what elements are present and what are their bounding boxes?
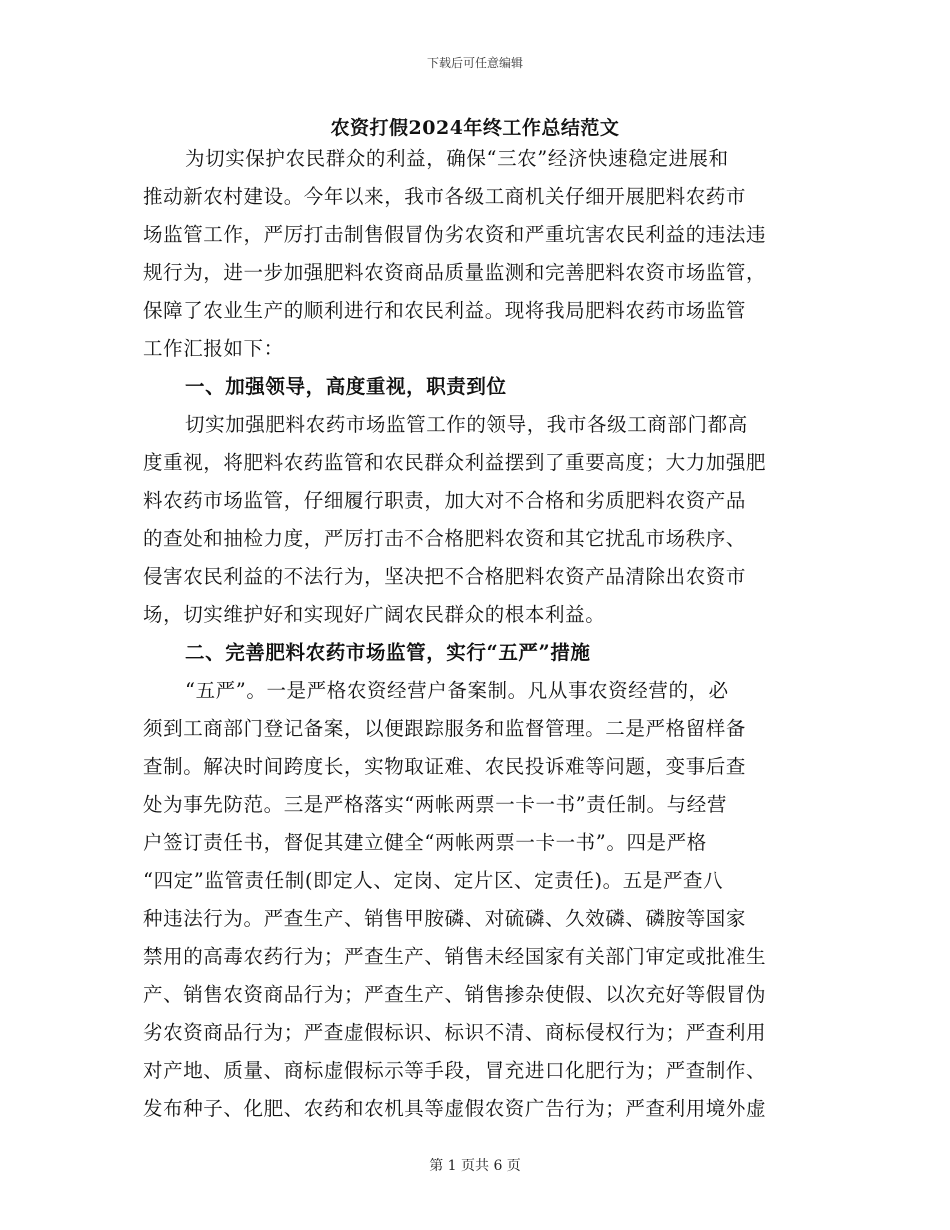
paragraph-line: 为切实保护农民群众的利益，确保“三农”经济快速稳定进展和 bbox=[185, 147, 729, 170]
paragraph-line: 保障了农业生产的顺利进行和农民利益。现将我局肥料农药市场监管 bbox=[143, 299, 747, 322]
paragraph-line: 的查处和抽检力度，严厉打击不合格肥料农资和其它扰乱市场秩序、 bbox=[143, 527, 747, 550]
section-heading: 一、加强领导，高度重视，职责到位 bbox=[185, 375, 507, 398]
paragraph-line: 处为事先防范。三是严格落实“两帐两票一卡一书”责任制。与经营 bbox=[143, 793, 727, 816]
paragraph-line: 工作汇报如下： bbox=[143, 337, 284, 360]
paragraph-line: 场，切实维护好和实现好广阔农民群众的根本利益。 bbox=[143, 603, 606, 626]
paragraph-line: 度重视，将肥料农药监管和农民群众利益摆到了重要高度；大力加强肥 bbox=[143, 451, 767, 474]
paragraph-line: 种违法行为。严查生产、销售甲胺磷、对硫磷、久效磷、磷胺等国家 bbox=[143, 907, 747, 930]
section-heading: 二、完善肥料农药市场监管，实行“五严”措施 bbox=[185, 641, 591, 664]
paragraph-line: 推动新农村建设。今年以来，我市各级工商机关仔细开展肥料农药市 bbox=[143, 185, 747, 208]
paragraph-line: 户签订责任书，督促其建立健全“两帐两票一卡一书”。四是严格 bbox=[143, 831, 707, 854]
page-footer: 第 1 页共 6 页 bbox=[429, 1158, 521, 1174]
paragraph-line: 须到工商部门登记备案，以便跟踪服务和监督管理。二是严格留样备 bbox=[143, 717, 747, 740]
paragraph-line: 禁用的高毒农药行为；严查生产、销售未经国家有关部门审定或批准生 bbox=[143, 945, 767, 968]
paragraph-line: 劣农资商品行为；严查虚假标识、标识不清、商标侵权行为；严查利用 bbox=[143, 1021, 767, 1044]
paragraph-line: 侵害农民利益的不法行为，坚决把不合格肥料农资产品清除出农资市 bbox=[143, 565, 747, 588]
paragraph-line: “四定”监管责任制(即定人、定岗、定片区、定责任)。五是严查八 bbox=[143, 869, 724, 892]
paragraph-line: 规行为，进一步加强肥料农资商品质量监测和完善肥料农资市场监管， bbox=[143, 261, 767, 284]
paragraph-line: “五严”。一是严格农资经营户备案制。凡从事农资经营的，必 bbox=[185, 679, 729, 702]
paragraph-line: 切实加强肥料农药市场监管工作的领导，我市各级工商部门都高 bbox=[185, 413, 748, 436]
page-header: 下载后可任意编辑 bbox=[426, 56, 523, 70]
paragraph-line: 查制。解决时间跨度长，实物取证难、农民投诉难等问题，变事后查 bbox=[143, 755, 747, 778]
paragraph-line: 料农药市场监管，仔细履行职责，加大对不合格和劣质肥料农资产品 bbox=[143, 489, 747, 512]
paragraph-line: 产、销售农资商品行为；严查生产、销售掺杂使假、以次充好等假冒伪 bbox=[143, 983, 767, 1006]
paragraph-line: 场监管工作，严厉打击制售假冒伪劣农资和严重坑害农民利益的违法违 bbox=[143, 223, 767, 246]
paragraph-line: 对产地、质量、商标虚假标示等手段，冒充进口化肥行为；严查制作、 bbox=[143, 1059, 767, 1082]
document-title: 农资打假2024年终工作总结范文 bbox=[330, 117, 620, 139]
paragraph-line: 发布种子、化肥、农药和农机具等虚假农资广告行为；严查利用境外虚 bbox=[143, 1097, 767, 1120]
